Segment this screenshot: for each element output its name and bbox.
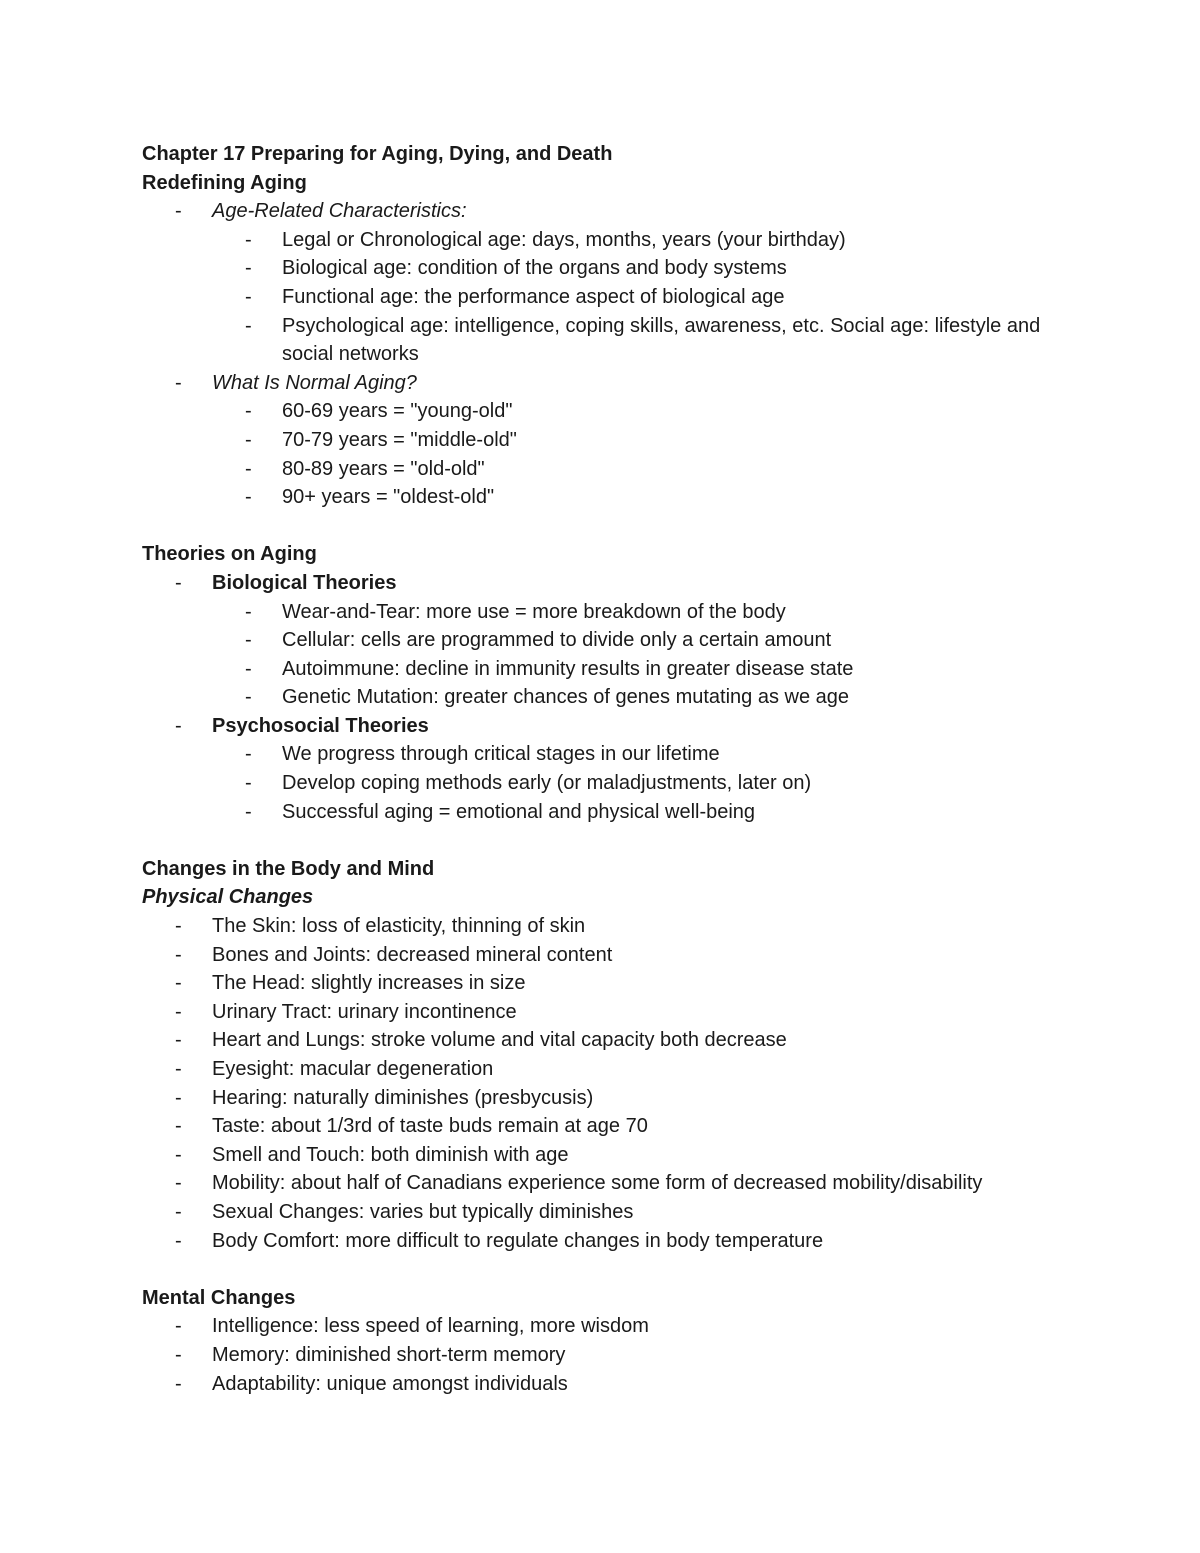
list-item [142,1198,1082,1227]
bullet-dash: - [175,1143,182,1166]
bullet-dash: - [175,571,182,594]
list-item [142,1141,1082,1170]
bullet-dash: - [245,285,252,308]
list-text: 80-89 years = "old-old" [282,457,485,480]
bullet-dash: - [175,1315,182,1338]
list-text: The Head: slightly increases in size [212,972,526,995]
list-text: Wear-and-Tear: more use = more breakdown of the body [282,600,786,623]
list-item [142,998,1082,1027]
list-text: Adaptability: unique amongst individuals [212,1372,568,1395]
bullet-dash: - [175,915,182,938]
list-item [142,655,1082,684]
list-item [142,740,1082,769]
list-text: Eyesight: macular degeneration [212,1058,494,1080]
bullet-dash: - [245,314,252,337]
list-text: Biological age: condition of the organs and body systems [282,257,787,280]
list-item [142,312,1082,369]
list-text: The Skin: loss of elasticity, thinning of skin [212,915,586,938]
list-text: Bones and Joints: decreased mineral content [212,943,613,966]
bullet-dash: - [175,200,182,223]
section-heading-theories: Theories on Aging [142,543,317,566]
document-body [142,140,1082,1398]
list-item [142,483,1082,512]
list-item [142,598,1082,627]
list-text: We progress through critical stages in our lifetime [282,743,720,766]
section-heading-mental-changes: Mental Changes [142,1286,296,1309]
list-item [142,683,1082,712]
list-item [142,569,1082,598]
bullet-dash: - [175,1000,182,1023]
bullet-dash: - [175,1029,182,1052]
bullet-dash: - [245,743,252,766]
list-text: Autoimmune: decline in immunity results in greater disease state [282,657,854,680]
bullet-dash: - [245,600,252,623]
bullet-dash: - [245,428,252,451]
list-text: Develop coping methods early (or maladjustments, later on) [282,772,812,795]
bullet-dash: - [175,1343,182,1366]
list-item [142,798,1082,827]
list-item [142,283,1082,312]
list-item [142,254,1082,283]
list-label: What Is Normal Aging? [212,371,417,394]
bullet-dash: - [175,1058,182,1080]
bullet-dash: - [175,1200,182,1223]
list-text: Taste: about 1/3rd of taste buds remain at age 70 [212,1115,648,1138]
list-text: Successful aging = emotional and physical well-being [282,800,756,823]
list-text: 90+ years = "oldest-old" [282,486,495,509]
bullet-dash: - [175,1372,182,1395]
bullet-dash: - [245,457,252,480]
list-item [142,1169,1082,1198]
bullet-dash: - [175,714,182,737]
bullet-dash: - [245,657,252,680]
list-item [142,969,1082,998]
list-item [142,1084,1082,1113]
list-label: Age-Related Characteristics: [212,200,467,223]
bullet-dash: - [175,1115,182,1138]
list-item [142,1312,1082,1341]
bullet-dash: - [245,400,252,423]
list-item [142,941,1082,970]
list-text: Hearing: naturally diminishes (presbycusis) [212,1086,594,1109]
list-text: 70-79 years = "middle-old" [282,428,517,451]
bullet-dash: - [245,228,252,251]
bullet-dash: - [175,1086,182,1109]
list-item [142,712,1082,741]
list-label: Biological Theories [212,571,397,594]
list-item [142,426,1082,455]
list-text: Mobility: about half of Canadians experience some form of decreased mobility/disability [212,1172,983,1195]
list-text: Functional age: the performance aspect of biological age [282,285,785,308]
spacer [142,512,1082,541]
subheading-physical-changes: Physical Changes [142,886,314,909]
list-item [142,1227,1082,1256]
bullet-dash: - [175,943,182,966]
list-item [142,1341,1082,1370]
list-item [142,912,1082,941]
list-item [142,455,1082,484]
list-item [142,1112,1082,1141]
bullet-dash: - [175,371,182,394]
bullet-dash: - [245,629,252,652]
list-label: Psychosocial Theories [212,714,429,737]
list-text: Legal or Chronological age: days, months, years (your birthday) [282,228,846,251]
list-item [142,1026,1082,1055]
list-text: Psychological age: intelligence, coping skills, awareness, etc. Social age: lifestyle and social networks [282,314,1041,366]
list-text: Cellular: cells are programmed to divide only a certain amount [282,629,832,652]
bullet-dash: - [245,800,252,823]
list-item [142,197,1082,226]
section-heading-body-mind: Changes in the Body and Mind [142,857,435,880]
bullet-dash: - [175,972,182,995]
bullet-dash: - [175,1229,182,1252]
list-text: Sexual Changes: varies but typically diminishes [212,1200,634,1223]
bullet-dash: - [245,257,252,280]
bullet-dash: - [245,686,252,709]
list-text: Intelligence: less speed of learning, more wisdom [212,1315,649,1338]
bullet-dash: - [245,772,252,795]
bullet-dash: - [245,486,252,509]
list-item [142,769,1082,798]
list-text: Body Comfort: more difficult to regulate changes in body temperature [212,1229,824,1252]
spacer [142,826,1082,855]
list-text: Genetic Mutation: greater chances of genes mutating as we age [282,686,850,709]
list-item [142,226,1082,255]
list-item [142,626,1082,655]
list-item [142,397,1082,426]
spacer [142,1255,1082,1284]
list-text: Heart and Lungs: stroke volume and vital capacity both decrease [212,1029,787,1052]
page-title: Chapter 17 Preparing for Aging, Dying, and Death [142,143,613,165]
list-item [142,369,1082,398]
list-text: 60-69 years = "young-old" [282,400,513,423]
list-text: Urinary Tract: urinary incontinence [212,1000,517,1023]
list-text: Smell and Touch: both diminish with age [212,1143,569,1166]
list-text: Memory: diminished short-term memory [212,1343,566,1366]
bullet-dash: - [175,1172,182,1195]
list-item [142,1370,1082,1399]
list-item [142,1055,1082,1084]
section-heading-redefining-aging: Redefining Aging [142,171,307,194]
